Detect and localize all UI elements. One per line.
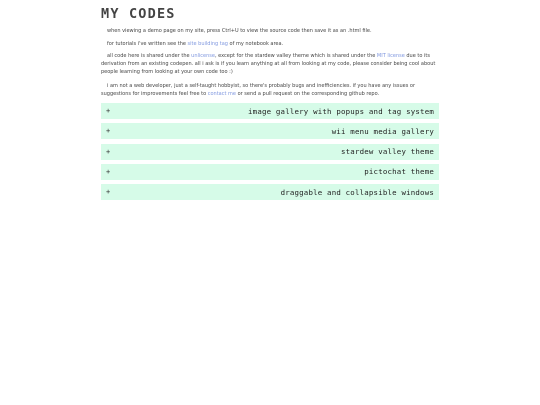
expand-plus-icon: + <box>106 188 111 196</box>
contact-me-link[interactable]: contact me <box>207 91 236 97</box>
expand-plus-icon: + <box>106 107 111 115</box>
accordion-item-wii-menu[interactable] <box>101 123 439 139</box>
accordion-item-image-gallery[interactable] <box>101 103 439 119</box>
intro-text: i am not a web developer, just a self-taught hobbyist, so there's probably bugs and inefficiencies. if you have any issues or suggestions for improvements feel free to <box>101 83 416 97</box>
intro-text: , except for the stardew valley theme which is shared under the <box>214 53 377 59</box>
expand-plus-icon: + <box>106 147 111 156</box>
intro-paragraph-tutorials <box>101 40 439 48</box>
unlicense-link[interactable]: unlicense <box>191 53 215 59</box>
intro-text: for tutorials i've written see the <box>107 41 188 47</box>
intro-paragraph-disclaimer <box>101 82 439 98</box>
mit-license-link[interactable]: MIT license <box>376 53 405 59</box>
expand-plus-icon: + <box>106 127 111 136</box>
accordion-item-label: stardew valley theme <box>341 147 434 156</box>
site-building-tag-link[interactable]: site building tag <box>187 41 228 47</box>
intro-text: due to its derivation from an existing codepen. all i ask is if you learn anything at all from looking at my code, please consider being cool about people learning from looking at your own code too :) <box>101 53 436 75</box>
accordion-item-stardew-valley[interactable] <box>101 144 439 160</box>
accordion-item-pictochat[interactable] <box>101 164 439 180</box>
accordion-item-draggable-windows[interactable] <box>101 184 439 200</box>
page-title: MY CODES <box>101 6 176 22</box>
expand-plus-icon: + <box>106 167 111 176</box>
accordion-item-label: wii menu media gallery <box>331 126 434 136</box>
code-accordion <box>101 103 439 204</box>
accordion-item-label: draggable and collapsible windows <box>280 187 434 197</box>
intro-text: when viewing a demo page on my site, press Ctrl+U to view the source code then save it as an .html file. <box>107 28 372 34</box>
intro-paragraph-source <box>101 27 439 35</box>
intro-text: or send a pull request on the corresponding github repo. <box>235 91 380 97</box>
intro-text: of my notebook area. <box>227 41 284 47</box>
intro-paragraph-license <box>101 52 439 76</box>
accordion-item-label: pictochat theme <box>364 167 434 177</box>
accordion-item-label: image gallery with popups and tag system <box>248 106 434 116</box>
intro-text: all code here is shared under the <box>107 53 192 59</box>
